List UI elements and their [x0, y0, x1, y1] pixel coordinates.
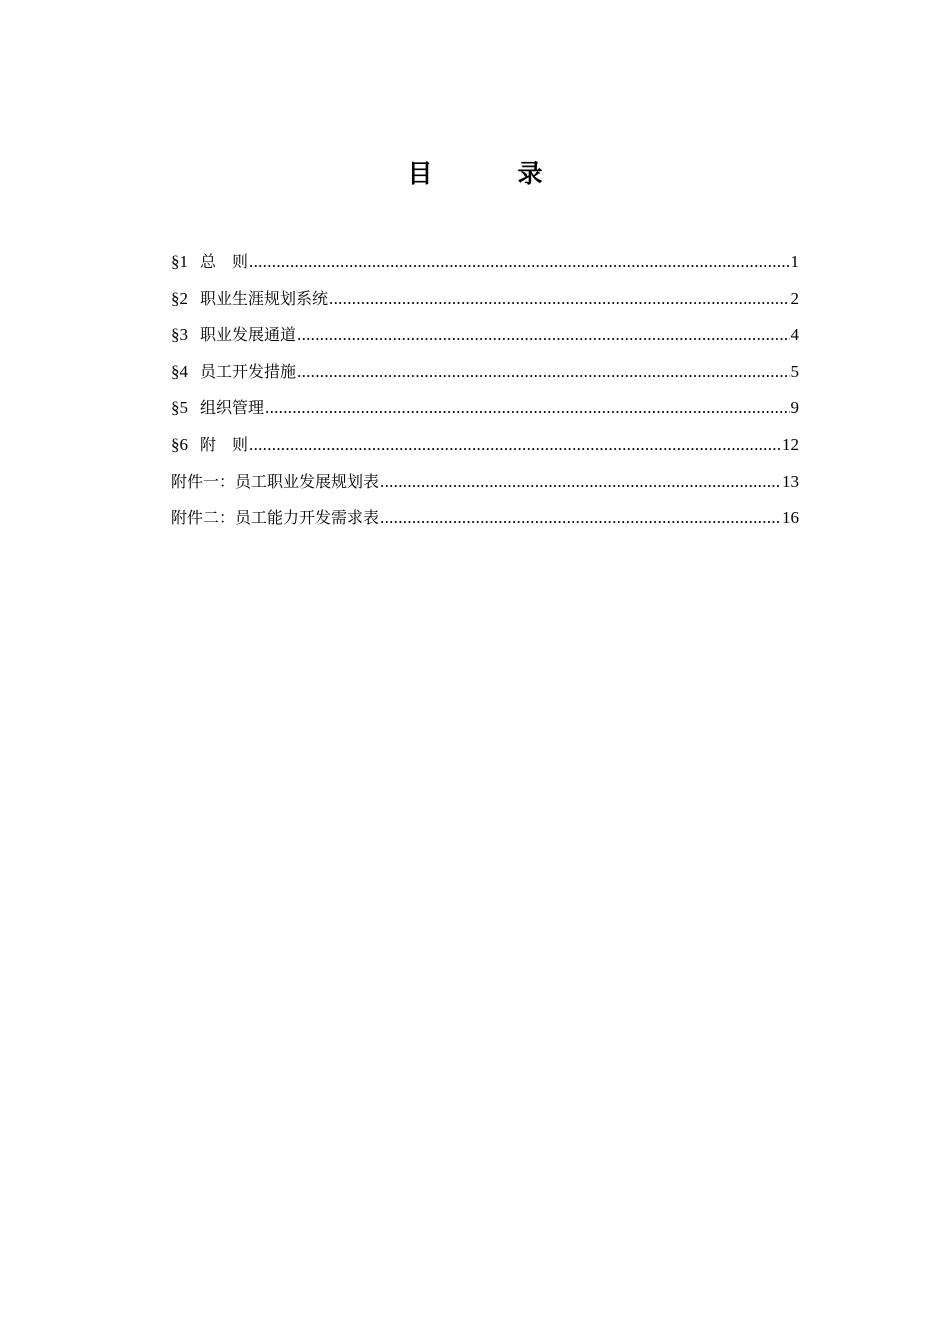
toc-entry-page: 12 [782, 434, 799, 454]
toc-dot-leader [297, 354, 789, 390]
toc-entry-4[interactable] [171, 354, 799, 391]
toc-entry-page: 2 [790, 288, 799, 308]
toc-entry-number: §4 [171, 361, 188, 381]
toc-entry-page: 5 [790, 361, 799, 381]
toc-entry-label: 附 则 [200, 434, 249, 454]
toc-entry-page: 4 [790, 325, 799, 345]
toc-entry-label: 组织管理 [200, 398, 265, 418]
toc-entry-label: 员工开发措施 [200, 361, 297, 381]
toc-dot-leader [249, 244, 789, 280]
toc-entry-label: 职业生涯规划系统 [200, 288, 329, 308]
toc-entry-label: 总 则 [200, 252, 249, 271]
toc-entry-5[interactable] [171, 390, 799, 427]
toc-entry-2[interactable] [171, 281, 799, 318]
toc-entry-label: 职业发展通道 [200, 325, 297, 345]
toc-entry-page: 1 [790, 252, 799, 271]
toc-entry-1[interactable] [171, 244, 799, 281]
toc-entry-number: §6 [171, 434, 188, 454]
toc-dot-leader [297, 317, 789, 353]
toc-entry-appendix-1[interactable] [171, 464, 799, 501]
toc-entry-number: §3 [171, 325, 188, 345]
toc-entry-label: 附件一：员工职业发展规划表 [171, 471, 380, 491]
toc-entry-number: §1 [171, 252, 188, 271]
table-of-contents [171, 244, 799, 537]
toc-entry-page: 13 [782, 471, 799, 491]
toc-dot-leader [249, 427, 781, 463]
toc-dot-leader [329, 281, 789, 317]
page-title: 目 录 [407, 159, 573, 188]
toc-entry-label: 附件二：员工能力开发需求表 [171, 508, 380, 528]
toc-dot-leader [265, 390, 789, 426]
toc-entry-page: 16 [782, 508, 799, 528]
toc-entry-number: §2 [171, 288, 188, 308]
toc-entry-page: 9 [790, 398, 799, 418]
toc-entry-appendix-2[interactable] [171, 500, 799, 537]
toc-dot-leader [380, 464, 781, 500]
toc-entry-6[interactable] [171, 427, 799, 464]
toc-dot-leader [380, 500, 781, 536]
toc-entry-3[interactable] [171, 317, 799, 354]
toc-entry-number: §5 [171, 398, 188, 418]
